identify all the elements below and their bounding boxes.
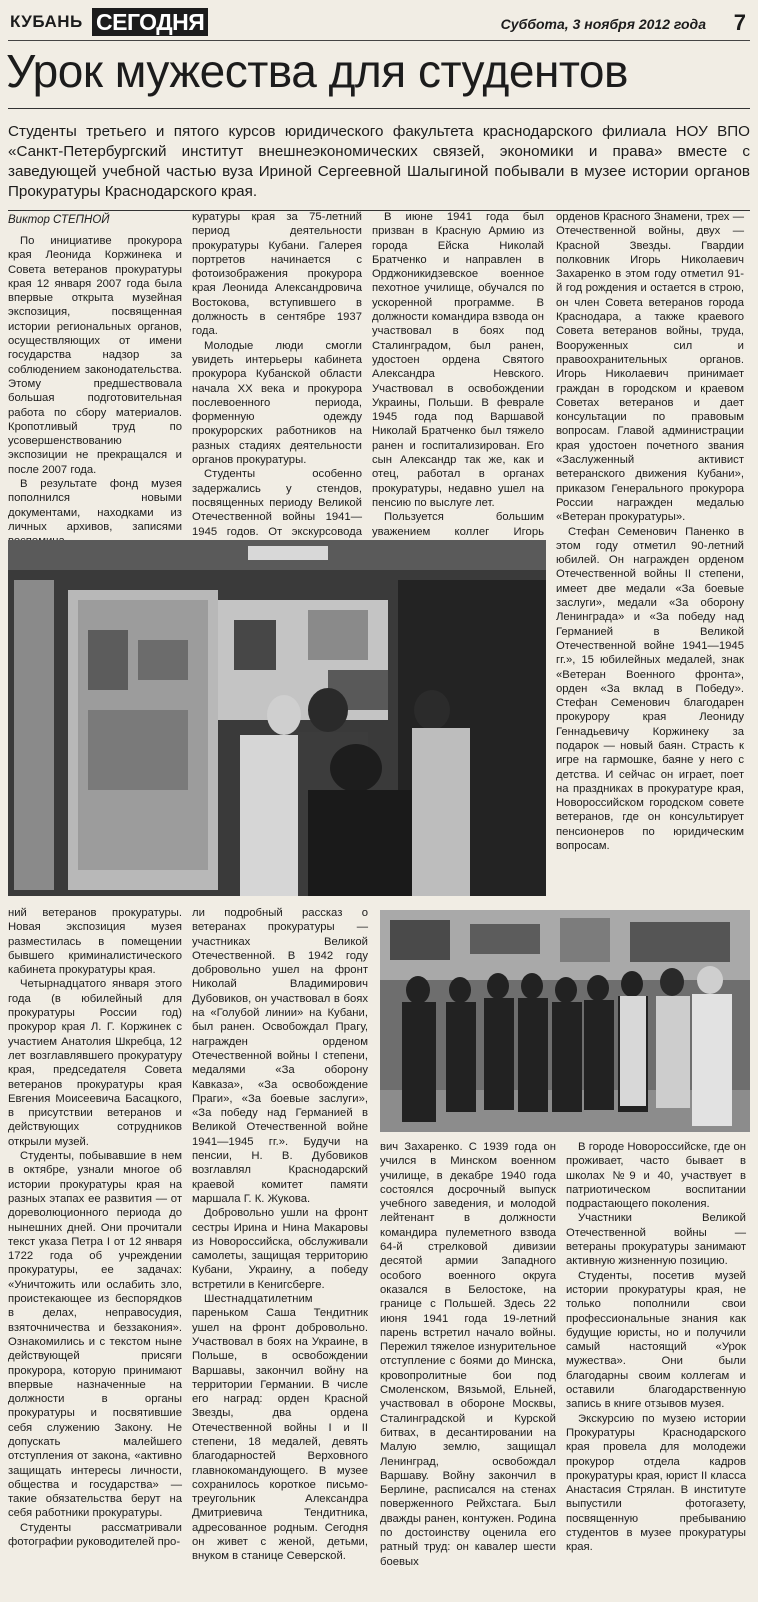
paragraph: вич Захаренко. С 1939 года он учился в Минском военном училище, в декабре 1940 года состоялся досрочный выпуск учебного заведения, и молодой лейтенант в должности командира пулеметного взвода 64-й стрелковой дивизии десятой армии Западного особого военного округа оказался в Белостоке, на границе с Польшей. Здесь 22 июня 1941 года 19-летний парень встретил начало войны. Пережил тяжелое изнурительное отступление с боями до Минска, кровопролитные бои под Смоленском, Вязьмой, Ельней, участвовал в обороне Москвы, Сталинградской и Курской битвах, в десантировании на Малую землю, защищал Ленинград, освобождал Варшаву. Войну закончил в Берлине, расписался на стенах поверженного Рейхстага. Был дважды ранен, контужен. Родина по достоинству оценила его ратный труд: он кавалер шести боевых (380, 1141, 556, 1568)
issue-date: Суббота, 3 ноября 2012 года (500, 16, 706, 32)
museum-tour-photo (8, 540, 546, 896)
paragraph: Пользуется большим уважением коллег Игорь (372, 511, 544, 538)
masthead (8, 8, 750, 41)
newspaper-logo-kuban: КУБАНЬ (10, 12, 83, 31)
paragraph: Молодые люди смогли увидеть интерьеры кабинета прокурора Кубанской области начала XX века и прокурора послевоенного периода, форменную одежду прокурорских работников на разных стадиях деятельности органов прокуратуры. (192, 339, 362, 467)
newspaper-logo-segodnya: СЕГОДНЯ (92, 8, 208, 36)
text-column-6 (192, 906, 368, 1594)
paragraph: Студенты особенно задержались у стендов, посвященных периоду Великой Отечественной войны 1941—1945 годов. От экскурсовода (192, 468, 362, 538)
paragraph: В июне 1941 года был призван в Красную Армию из города Ейска Николай Братченко и направлен в Орджоникидзевское военное пехотное училище, обучался по ускоренной программе. В должности командира взвода он участвовал в боях под Сталинградом, был ранен, удостоен ордена Святого Александра Невского. Участвовал в освобождении Украины, Польши. В феврале 1945 года под Варшавой Николай Братченко был тяжело ранен и госпитализирован. Его сын Александр так же, как и отец, работал в органах прокуратуры, недавно ушел на пенсию по выслуге лет. (372, 211, 544, 509)
paragraph: Четырнадцатого января этого года (в юбилейный для прокуратуры России год) прокурор края Л. Г. Коржинек с участием Анатолия Шкребца, 12 лет возглавлявшего прокуратуру края, председателя Совета ветеранов прокуратуры края Евгения Моисеевича Басацкого, в присутствии ветеранов и действующих сотрудников открыли музей. (8, 978, 182, 1148)
paragraph: В городе Новороссийске, где он проживает, часто бывает в школах №9 и 40, участвует в патриотическом воспитании подрастающего поколения. (566, 1141, 746, 1211)
text-column-7 (380, 1140, 556, 1596)
paragraph: Студенты, посетив музей истории прокуратуры края, не только пополнили свои профессиональные знания как будущие юристы, но и получили самый настоящий «Урок мужества». Они были благодарны своим коллегам и оставили благодарственную запись в книге отзывов музея. (566, 1269, 746, 1411)
paragraph: Добровольно ушли на фронт сестры Ирина и Нина Макаровы из Новороссийска, обслуживали самолеты, защищая территорию Кубани, Украину, а победу встретили в Кенигсберге. (192, 1207, 368, 1291)
text-column-8 (566, 1140, 746, 1596)
paragraph: По инициативе прокурора края Леонида Коржинека и Совета ветеранов прокуратуры края 12 января 2007 года была впервые открыта музейная экспозиция, посвященная истории региональных органов, осуществляющих от имени государства надзор за соблюдением законодательства. Этому предшествовала большая подготовительная работа по сбору материалов. Кропотливый труд по усовершенствованию экспозиции не прекращался и после 2007 года. (8, 235, 182, 476)
text-column-2 (192, 210, 362, 538)
paragraph: Участники Великой Отечественной войны — ветераны прокуратуры занимают активную жизненную позицию. (566, 1212, 746, 1268)
page-number: 7 (733, 10, 746, 35)
paragraph: орденов Красного Знамени, трех — Отечественной войны, двух — Красной Звезды. Гвардии полковник Игорь Николаевич Захаренко в этом году отметил 91-й год рождения и остается в строю, он член Совета ветеранов города Краснодара, а также краевого Совета ветеранов войны, труда, Вооруженных сил и правоохранительных органов. Игорь Николаевич принимает граждан в городском и краевом Советах ветеранов и дает консультации по правовым вопросам. Главой администрации края удостоен почетного звания «Заслуженный активист ветеранского движения Кубани», приказом Генерального прокурора России награжден медалью «Ветеран прокуратуры». (556, 211, 744, 524)
paragraph: В результате фонд музея пополнился новыми документами, находками из личных архивов, записями (8, 478, 182, 533)
article-headline: Урок мужества для студентов (6, 45, 628, 97)
paragraph: Стефан Семенович Паненко в этом году отметил 90-летний юбилей. Он награжден орденом Отечественной войны II степени, имеет две медали «За боевые заслуги», медали «За оборону Ленинграда» и «За победу над Германией в Великой Отечественной войне 1941—1945 гг.», 15 юбилейных медалей, знак «Ветеран Военного фронта», орден «За вклад в Победу». Стефан Семенович благодарен прокурору края Леониду Геннадьевичу Коржинеку за подарок — новый баян. Страсть к игре на гармошке, баяне у него с детства. И сейчас он играет, поет на праздниках в прокуратуре края, Новороссийском городском совете ветеранов, где он консультирует пенсионеров по юридическим вопросам. (556, 525, 744, 853)
text-column-5 (8, 906, 182, 1594)
divider (8, 108, 750, 109)
article-byline: Виктор СТЕПНОЙ (8, 214, 110, 226)
paragraph: куратуры края за 75-летний период деятельности прокуратуры Кубани. Галерея портретов начинается с фотоизображения прокурора края Леонида Александровича Востокова, вступившего в должность в сентябре 1937 года. (192, 211, 362, 338)
paragraph: Шестнадцатилетним пареньком Саша Тендитник ушел на фронт добровольно. Участвовал в боях на Украине, в Польше, в освобождении Варшавы, закончил войну на территории Германии. В числе его наград: орден Красной Звезды, два ордена Отечественной войны I и II степени, 18 медалей, девять благодарностей Верховного главнокомандующего. В музее сохранилось короткое письмо-треугольник Александра Дмитриевича Тендитника, адресованное родным. Сегодня он живет с женой, детьми, внуком в станице Северской. (192, 1293, 368, 1563)
article-lead: Студенты третьего и пятого курсов юридического факультета краснодарского филиала НОУ ВПО «Санкт-Петербургский институт внешнеэкономических связей, экономики и права» вместе с заведующей учебной частью вуза Ириной Сергеевной Шалыгиной побывали в музее истории органов Прокуратуры Краснодарского края. (8, 123, 750, 200)
paragraph: Экскурсию по музею истории Прокуратуры Краснодарского края провела для молодежи прокурор отдела кадров прокуратуры края, юрист II класса Анастасия Стрялан. В институте выпустили фотогазету, посвященную пребыванию студентов в музее прокуратуры края. (566, 1412, 746, 1554)
text-column-4 (556, 210, 744, 904)
text-column-3 (372, 210, 544, 538)
paragraph: Студенты рассматривали фотографии руководителей про- (8, 1521, 182, 1549)
group-photo (380, 910, 750, 1132)
paragraph: ли подробный рассказ о ветеранах прокуратуры — участниках Великой Отечественной. В 1942 году добровольно ушел на фронт Николай Владимирович Дубовиков, он участвовал в боях на «Голубой линии» на Кубани, был ранен. Освобождал Прагу, награжден орденом Отечественной войны I степени, медалями «За оборону Кавказа», «За освобождение Праги», «За боевые заслуги», «За победу над Германией в Великой Отечественной войне 1941—1945 гг.». Будучи на пенсии, Н. В. Дубовиков возглавлял Краснодарский краевой комитет памяти маршала Г. К. Жукова. (192, 907, 368, 1205)
text-column-1 (8, 234, 182, 534)
paragraph: ний ветеранов прокуратуры. Новая экспозиция музея разместилась в помещении бывшего криминалистического кабинета прокуратуры края. (8, 907, 182, 977)
paragraph: Студенты, побывавшие в нем в октябре, узнали многое об истории прокуратуры края на разных этапах ее развития — от дореволюционного периода до нынешних дней. Они прочитали текст указа Петра I от 12 января 1722 года об учреждении прокуратуры, ее задачах: «Уничтожить или ослабить зло, проистекающее из беспорядков в делах, неправосудия, взяточничества и беззакония». Ознакомились и с текстом ныне действующей присяги прокурора, которую принимают впервые назначенные на должности в органы прокуратуры и посвятившие себя служению Закону. Не допускать малейшего отступления от закона, «активно защищать интересы личности, общества и государства» — такие обязательства берут на себя работники прокуратуры. (8, 1150, 182, 1520)
